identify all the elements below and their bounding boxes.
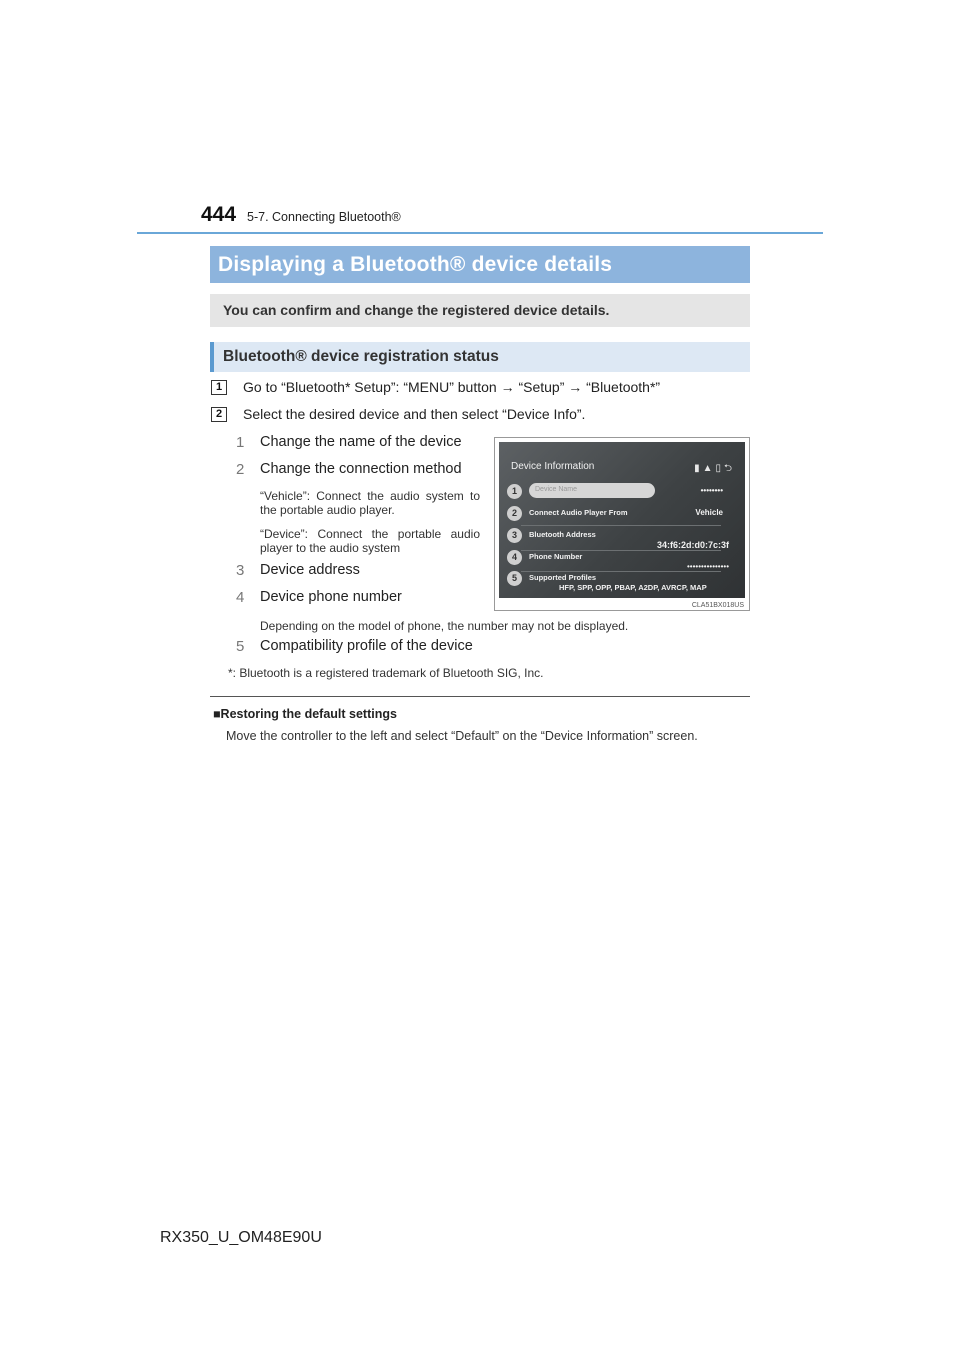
phone-value: ••••••••••••••• — [686, 562, 729, 571]
phone-label: Phone Number — [529, 552, 583, 561]
screen-row-device-name — [507, 483, 729, 501]
footnote: *: Bluetooth is a registered trademark of Bluetooth SIG, Inc. — [228, 666, 544, 680]
main-heading: Displaying a Bluetooth® device details — [210, 246, 750, 283]
connect-value: Vehicle — [695, 508, 723, 517]
device-name-field: Device Name — [529, 483, 655, 498]
device-information-screen — [499, 442, 745, 598]
restore-title: ■Restoring the default settings — [213, 707, 397, 721]
item-text-5: Compatibility profile of the device — [260, 638, 473, 654]
screen-row-number: 5 — [507, 571, 522, 586]
note-vehicle: “Vehicle”: Connect the audio system to the portable audio player. — [260, 489, 480, 517]
figure-code: CLA51BX018US — [691, 602, 744, 609]
screen-row-connect — [507, 505, 729, 523]
screen-row-number: 4 — [507, 550, 522, 565]
address-label: Bluetooth Address — [529, 530, 596, 539]
profiles-label: Supported Profiles — [529, 573, 597, 582]
section-divider — [210, 696, 750, 697]
device-name-value: •••••••• — [700, 486, 723, 495]
item-number-3: 3 — [236, 562, 245, 579]
screen-row-number: 2 — [507, 506, 522, 521]
step-text-1: Go to “Bluetooth* Setup”: “MENU” button → “Setup” → “Bluetooth*” — [243, 379, 661, 395]
address-value: 34:f6:2d:d0:7c:3f — [656, 540, 729, 550]
restore-body: Move the controller to the left and select “Default” on the “Device Information” screen. — [226, 729, 698, 743]
profiles-value: HFP, SPP, OPP, PBAP, A2DP, AVRCP, MAP — [559, 583, 707, 592]
header-rule — [137, 232, 823, 234]
item-number-4: 4 — [236, 589, 245, 606]
item-number-2: 2 — [236, 461, 245, 478]
item-text-1: Change the name of the device — [260, 434, 462, 450]
page-number: 444 — [201, 203, 237, 226]
note-phone: Depending on the model of phone, the number may not be displayed. — [260, 619, 629, 633]
connect-label: Connect Audio Player From — [529, 508, 628, 517]
step-number-1: 1 — [211, 380, 227, 395]
divider — [521, 525, 721, 526]
screen-row-number: 1 — [507, 484, 522, 499]
item-text-4: Device phone number — [260, 589, 402, 605]
screen-row-number: 3 — [507, 528, 522, 543]
item-text-2: Change the connection method — [260, 461, 462, 477]
note-device: “Device”: Connect the portable audio player to the audio system — [260, 527, 480, 555]
section-label: 5-7. Connecting Bluetooth® — [247, 210, 401, 224]
device-information-figure — [494, 437, 750, 611]
step-text-2: Select the desired device and then select “Device Info”. — [243, 406, 586, 422]
screen-title: Device Information — [511, 461, 595, 472]
item-number-5: 5 — [236, 638, 245, 655]
step-number-2: 2 — [211, 407, 227, 422]
intro-text: You can confirm and change the registered device details. — [210, 294, 750, 327]
status-icons: ▮▲▯⮌ — [694, 463, 735, 474]
item-number-1: 1 — [236, 434, 245, 451]
sub-heading: Bluetooth® device registration status — [210, 342, 750, 372]
item-text-3: Device address — [260, 562, 360, 578]
document-id: RX350_U_OM48E90U — [160, 1229, 322, 1246]
